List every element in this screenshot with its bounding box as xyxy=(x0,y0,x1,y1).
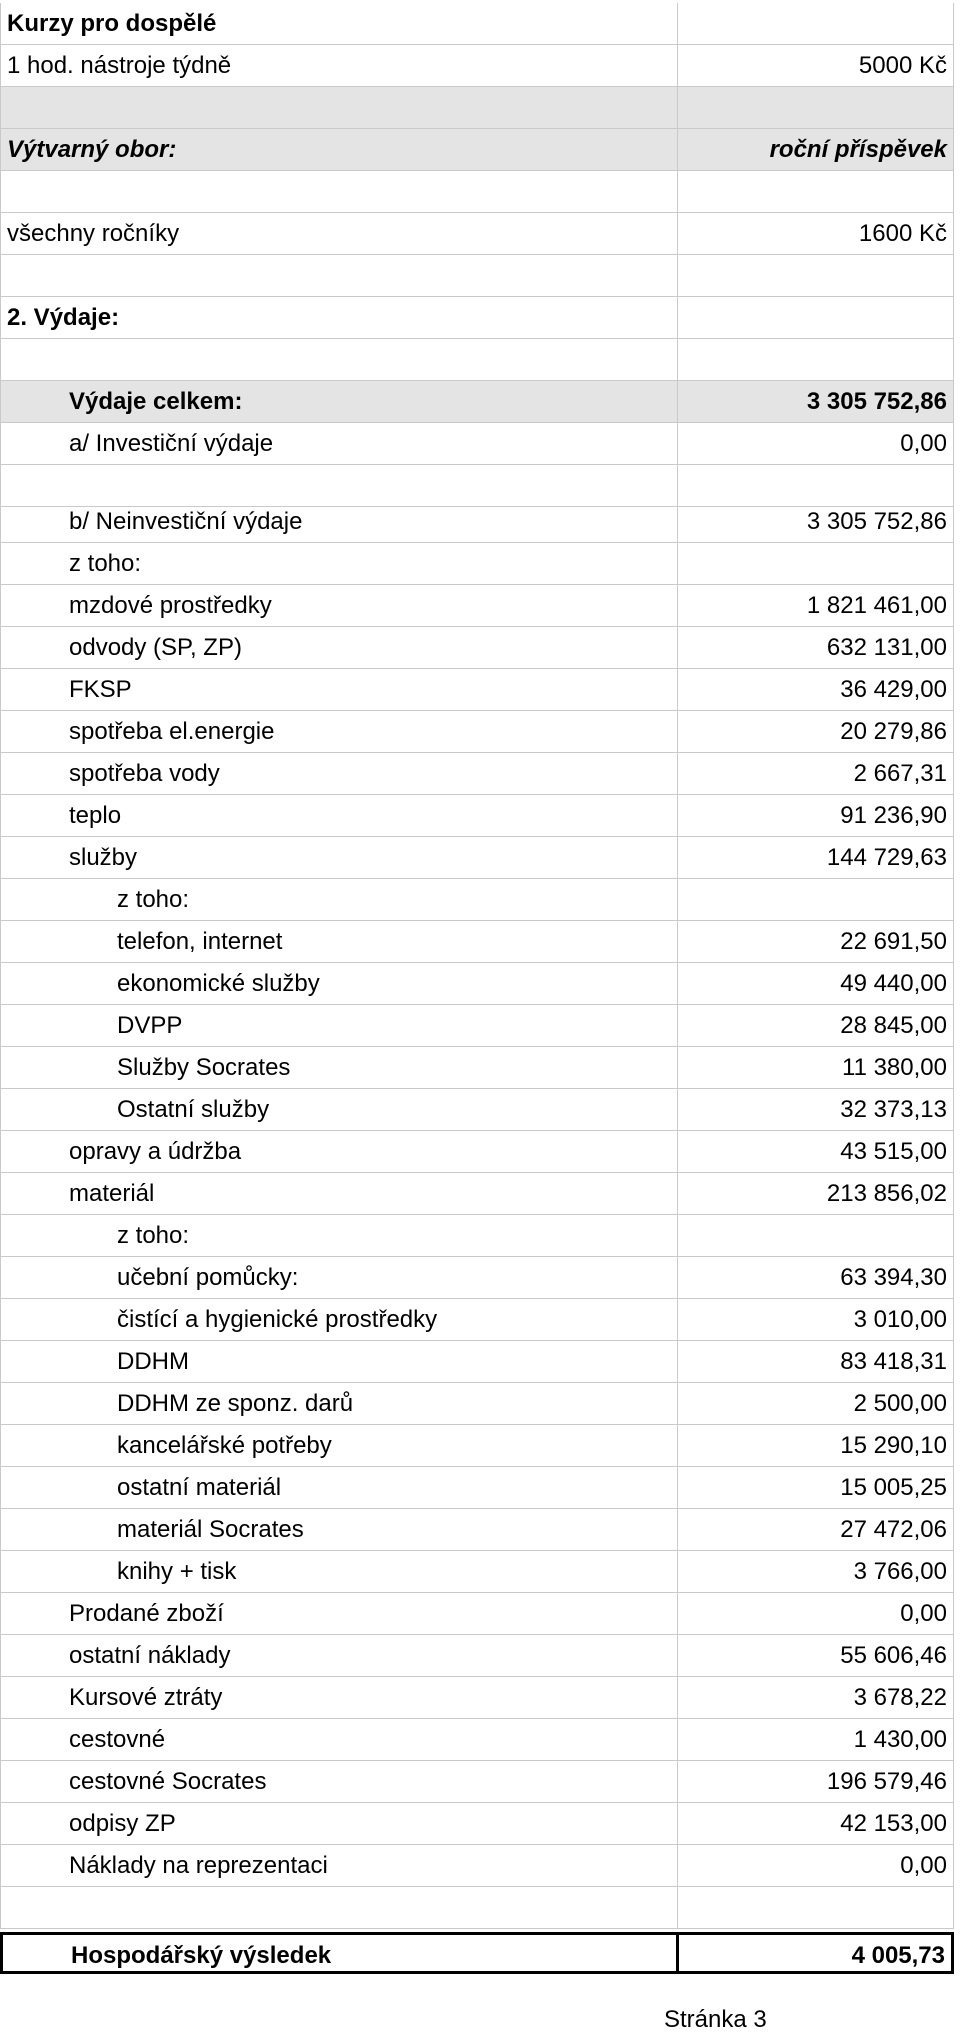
label-cell[interactable] xyxy=(0,1383,678,1425)
row-value: 20 279,86 xyxy=(840,718,947,745)
value-cell[interactable] xyxy=(678,837,954,879)
table-row xyxy=(0,501,960,543)
table-row xyxy=(0,213,960,255)
row-value: 0,00 xyxy=(900,1852,947,1879)
row-value: 15 005,25 xyxy=(840,1474,947,1501)
table-row xyxy=(0,3,960,45)
value-cell[interactable] xyxy=(678,3,954,45)
row-value: 28 845,00 xyxy=(840,1012,947,1039)
row-label: 1 hod. nástroje týdně xyxy=(7,52,232,79)
value-cell[interactable] xyxy=(678,963,954,1005)
label-cell[interactable] xyxy=(0,1803,678,1845)
row-value: 4 005,73 xyxy=(851,1942,945,1969)
value-cell[interactable] xyxy=(678,1467,954,1509)
value-cell[interactable] xyxy=(678,423,954,465)
value-cell[interactable] xyxy=(678,381,954,423)
value-cell[interactable] xyxy=(678,129,954,171)
label-cell[interactable] xyxy=(0,1131,678,1173)
row-label: Kursové ztráty xyxy=(69,1684,223,1711)
value-cell[interactable] xyxy=(678,255,954,297)
value-cell[interactable] xyxy=(678,1131,954,1173)
row-label: spotřeba vody xyxy=(69,760,220,787)
label-cell[interactable] xyxy=(0,3,678,45)
label-cell[interactable] xyxy=(0,171,678,213)
row-label: mzdové prostředky xyxy=(69,592,272,619)
label-cell[interactable] xyxy=(0,879,678,921)
value-cell[interactable] xyxy=(678,1845,954,1887)
row-label: ostatní materiál xyxy=(117,1474,282,1501)
value-cell[interactable] xyxy=(678,669,954,711)
row-label: b/ Neinvestiční výdaje xyxy=(69,508,303,535)
value-cell[interactable] xyxy=(678,585,954,627)
value-cell[interactable] xyxy=(678,1047,954,1089)
row-value: 213 856,02 xyxy=(826,1180,947,1207)
table-row xyxy=(0,1383,960,1425)
label-cell[interactable] xyxy=(0,297,678,339)
value-cell[interactable] xyxy=(678,1551,954,1593)
empty-row xyxy=(0,1887,960,1929)
row-label: 2. Výdaje: xyxy=(7,304,120,331)
value-cell[interactable] xyxy=(678,795,954,837)
empty-row xyxy=(0,465,960,507)
table-row xyxy=(0,1803,960,1845)
label-cell[interactable] xyxy=(0,501,678,543)
label-cell[interactable] xyxy=(0,1215,678,1257)
table-row xyxy=(0,543,960,585)
value-cell[interactable] xyxy=(678,465,954,507)
value-cell[interactable] xyxy=(678,1803,954,1845)
row-label: z toho: xyxy=(69,550,142,577)
label-cell[interactable] xyxy=(0,1341,678,1383)
label-cell[interactable] xyxy=(0,1761,678,1803)
row-label: učební pomůcky: xyxy=(117,1264,299,1291)
value-cell[interactable] xyxy=(678,1215,954,1257)
row-label: Služby Socrates xyxy=(117,1054,291,1081)
row-value: 2 500,00 xyxy=(853,1390,947,1417)
table-row xyxy=(0,1005,960,1047)
value-cell[interactable] xyxy=(678,1635,954,1677)
row-value: 196 579,46 xyxy=(826,1768,947,1795)
table-row xyxy=(0,963,960,1005)
label-cell[interactable] xyxy=(0,837,678,879)
table-row xyxy=(0,87,960,129)
table-row xyxy=(0,669,960,711)
table-row xyxy=(0,753,960,795)
table-row xyxy=(0,1509,960,1551)
value-cell[interactable] xyxy=(678,1677,954,1719)
table-row xyxy=(0,1845,960,1887)
table-row xyxy=(0,129,960,171)
empty-row xyxy=(0,171,960,213)
label-cell[interactable] xyxy=(0,1005,678,1047)
table-row xyxy=(0,1173,960,1215)
row-label: Ostatní služby xyxy=(117,1096,270,1123)
label-cell[interactable] xyxy=(0,1551,678,1593)
label-cell[interactable] xyxy=(0,1047,678,1089)
value-cell[interactable] xyxy=(678,87,954,129)
value-cell[interactable] xyxy=(678,1257,954,1299)
row-label: teplo xyxy=(69,802,122,829)
table-row xyxy=(0,879,960,921)
value-cell[interactable] xyxy=(678,1593,954,1635)
row-label: Výtvarný obor: xyxy=(7,136,177,163)
table-row xyxy=(0,297,960,339)
label-cell[interactable] xyxy=(0,1932,678,1974)
table-row xyxy=(0,1215,960,1257)
label-cell[interactable] xyxy=(0,963,678,1005)
table-row xyxy=(0,1719,960,1761)
empty-row xyxy=(0,339,960,381)
row-value: 3 010,00 xyxy=(853,1306,947,1333)
label-cell[interactable] xyxy=(0,1593,678,1635)
value-cell[interactable] xyxy=(678,171,954,213)
row-value: 3 678,22 xyxy=(853,1684,947,1711)
label-cell[interactable] xyxy=(0,129,678,171)
label-cell[interactable] xyxy=(0,1173,678,1215)
row-label: DDHM ze sponz. darů xyxy=(117,1390,354,1417)
value-cell[interactable] xyxy=(678,711,954,753)
row-label: knihy + tisk xyxy=(117,1558,237,1585)
row-value: 5000 Kč xyxy=(858,52,947,79)
table-row xyxy=(0,1593,960,1635)
label-cell[interactable] xyxy=(0,45,678,87)
label-cell[interactable] xyxy=(0,1719,678,1761)
row-label: materiál xyxy=(69,1180,155,1207)
value-cell[interactable] xyxy=(678,501,954,543)
row-label: spotřeba el.energie xyxy=(69,718,275,745)
table-row xyxy=(0,45,960,87)
row-value: 11 380,00 xyxy=(842,1054,947,1081)
row-label: čistící a hygienické prostředky xyxy=(117,1306,438,1333)
label-cell[interactable] xyxy=(0,1887,678,1929)
label-cell[interactable] xyxy=(0,585,678,627)
label-cell[interactable] xyxy=(0,1845,678,1887)
row-label: všechny ročníky xyxy=(7,220,180,247)
row-label: kancelářské potřeby xyxy=(117,1432,332,1459)
label-cell[interactable] xyxy=(0,921,678,963)
row-label: FKSP xyxy=(69,676,132,703)
label-cell[interactable] xyxy=(0,381,678,423)
table-row xyxy=(0,1467,960,1509)
value-cell[interactable] xyxy=(678,543,954,585)
row-label: služby xyxy=(69,844,138,871)
row-label: telefon, internet xyxy=(117,928,283,955)
row-value: 3 305 752,86 xyxy=(806,508,947,535)
table-row xyxy=(0,711,960,753)
label-cell[interactable] xyxy=(0,213,678,255)
table-row xyxy=(0,1299,960,1341)
empty-row xyxy=(0,255,960,297)
row-label: cestovné xyxy=(69,1726,166,1753)
label-cell[interactable] xyxy=(0,1425,678,1467)
value-cell[interactable] xyxy=(678,1173,954,1215)
label-cell[interactable] xyxy=(0,1635,678,1677)
value-cell[interactable] xyxy=(678,297,954,339)
row-label: z toho: xyxy=(117,1222,190,1249)
label-cell[interactable] xyxy=(0,255,678,297)
row-value: 0,00 xyxy=(900,1600,947,1627)
table-row xyxy=(0,1677,960,1719)
label-cell[interactable] xyxy=(0,795,678,837)
row-value: 3 766,00 xyxy=(853,1558,947,1585)
table-row xyxy=(0,837,960,879)
label-cell[interactable] xyxy=(0,1299,678,1341)
value-cell[interactable] xyxy=(678,1341,954,1383)
row-label: ostatní náklady xyxy=(69,1642,231,1669)
row-label: Hospodářský výsledek xyxy=(71,1942,332,1969)
row-value: 42 153,00 xyxy=(840,1810,947,1837)
page-footer: Stránka 3 xyxy=(664,2006,767,2033)
label-cell[interactable] xyxy=(0,753,678,795)
row-value: 63 394,30 xyxy=(840,1264,947,1291)
label-cell[interactable] xyxy=(0,339,678,381)
row-label: odvody (SP, ZP) xyxy=(69,634,242,661)
row-value: 27 472,06 xyxy=(840,1516,947,1543)
row-value: 91 236,90 xyxy=(840,802,947,829)
table-row xyxy=(0,1635,960,1677)
row-label: odpisy ZP xyxy=(69,1810,176,1837)
row-label: materiál Socrates xyxy=(117,1516,304,1543)
label-cell[interactable] xyxy=(0,627,678,669)
row-label: Kurzy pro dospělé xyxy=(7,10,217,37)
table-row xyxy=(0,795,960,837)
label-cell[interactable] xyxy=(0,711,678,753)
row-value: 632 131,00 xyxy=(826,634,947,661)
table-row xyxy=(0,1761,960,1803)
row-label: Náklady na reprezentaci xyxy=(69,1852,328,1879)
row-value: 36 429,00 xyxy=(840,676,947,703)
value-cell[interactable] xyxy=(678,1887,954,1929)
value-cell[interactable] xyxy=(678,339,954,381)
table-row xyxy=(0,1047,960,1089)
value-cell[interactable] xyxy=(678,753,954,795)
row-value: roční příspěvek xyxy=(769,136,947,163)
label-cell[interactable] xyxy=(0,1677,678,1719)
row-label: z toho: xyxy=(117,886,190,913)
table-row xyxy=(0,1089,960,1131)
label-cell[interactable] xyxy=(0,1509,678,1551)
value-cell[interactable] xyxy=(678,921,954,963)
table-row xyxy=(0,381,960,423)
row-value: 1 821 461,00 xyxy=(806,592,947,619)
table-row xyxy=(0,1257,960,1299)
row-value: 32 373,13 xyxy=(840,1096,947,1123)
row-value: 1 430,00 xyxy=(853,1726,947,1753)
label-cell[interactable] xyxy=(0,669,678,711)
table-row xyxy=(0,1425,960,1467)
row-label: Prodané zboží xyxy=(69,1600,224,1627)
row-value: 55 606,46 xyxy=(840,1642,947,1669)
row-value: 0,00 xyxy=(900,430,947,457)
row-label: a/ Investiční výdaje xyxy=(69,430,274,457)
value-cell[interactable] xyxy=(678,1299,954,1341)
table-row xyxy=(0,423,960,465)
result-row xyxy=(0,1932,960,1974)
row-value: 144 729,63 xyxy=(826,844,947,871)
row-value: 83 418,31 xyxy=(840,1348,947,1375)
label-cell[interactable] xyxy=(0,1467,678,1509)
label-cell[interactable] xyxy=(0,1089,678,1131)
row-value: 22 691,50 xyxy=(840,928,947,955)
table-row xyxy=(0,1551,960,1593)
label-cell[interactable] xyxy=(0,465,678,507)
table-row xyxy=(0,921,960,963)
row-label: DDHM xyxy=(117,1348,189,1375)
row-value: 49 440,00 xyxy=(840,970,947,997)
value-cell[interactable] xyxy=(678,627,954,669)
value-cell[interactable] xyxy=(678,1383,954,1425)
value-cell[interactable] xyxy=(678,213,954,255)
value-cell[interactable] xyxy=(678,45,954,87)
label-cell[interactable] xyxy=(0,1257,678,1299)
value-cell[interactable] xyxy=(678,1005,954,1047)
row-value: 1600 Kč xyxy=(858,220,947,247)
row-label: Výdaje celkem: xyxy=(69,388,243,415)
value-cell[interactable] xyxy=(678,1509,954,1551)
table-row xyxy=(0,1131,960,1173)
value-cell[interactable] xyxy=(678,1089,954,1131)
label-cell[interactable] xyxy=(0,87,678,129)
value-cell[interactable] xyxy=(678,1425,954,1467)
label-cell[interactable] xyxy=(0,543,678,585)
row-label: cestovné Socrates xyxy=(69,1768,267,1795)
value-cell[interactable] xyxy=(678,1719,954,1761)
value-cell[interactable] xyxy=(678,1932,954,1974)
value-cell[interactable] xyxy=(678,879,954,921)
row-label: ekonomické služby xyxy=(117,970,320,997)
row-value: 15 290,10 xyxy=(840,1432,947,1459)
row-value: 3 305 752,86 xyxy=(806,388,947,415)
row-value: 2 667,31 xyxy=(853,760,947,787)
value-cell[interactable] xyxy=(678,1761,954,1803)
row-value: 43 515,00 xyxy=(840,1138,947,1165)
row-label: opravy a údržba xyxy=(69,1138,242,1165)
label-cell[interactable] xyxy=(0,423,678,465)
row-label: DVPP xyxy=(117,1012,183,1039)
table-row xyxy=(0,1341,960,1383)
table-row xyxy=(0,585,960,627)
table-row xyxy=(0,627,960,669)
